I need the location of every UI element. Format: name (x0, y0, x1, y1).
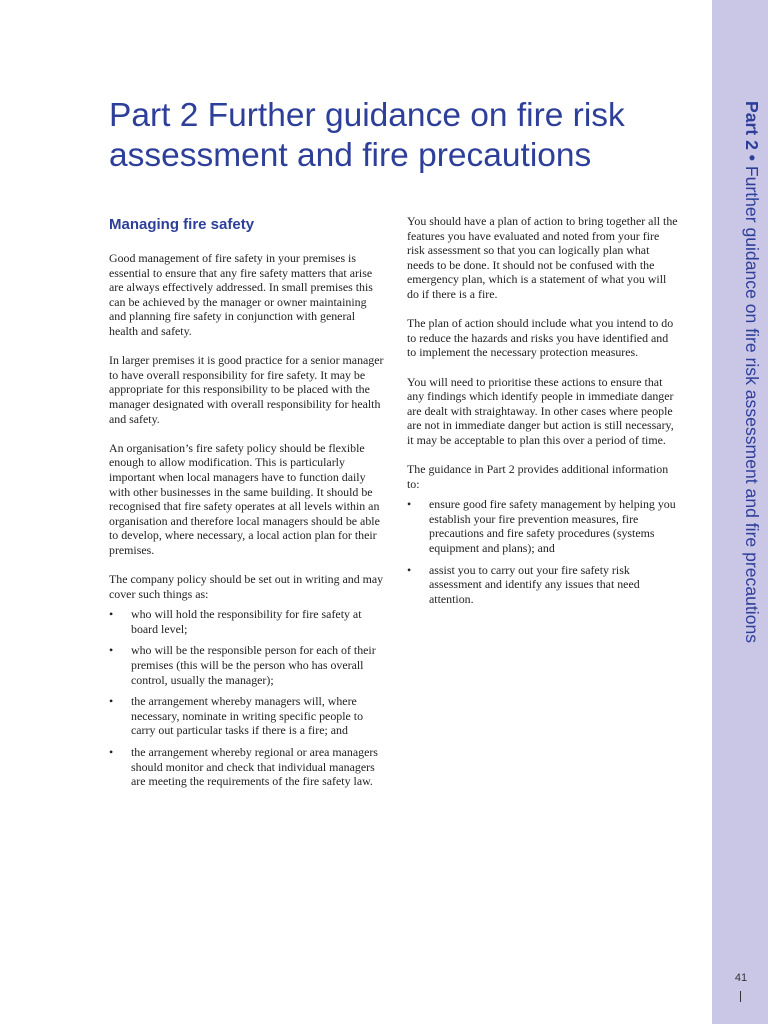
paragraph: The company policy should be set out in writing and may cover such things as: (109, 572, 384, 601)
section-heading: Managing fire safety (109, 216, 255, 233)
bullet-icon: • (109, 694, 114, 709)
list-item: • the arrangement whereby regional or area managers should monitor and check that individual managers are meeting the requirements of the fire safety law. (109, 745, 378, 789)
list-item: • who will be the responsible person for each of their premises (this will be the person who has overall control, usually the manager); (109, 643, 376, 687)
list-item: • the arrangement whereby managers will, where necessary, nominate in writing specific people to carry out particular tasks if there is a fire; and (109, 694, 364, 738)
bullet-icon: • (407, 562, 412, 577)
paragraph: The guidance in Part 2 provides additional information to: (407, 462, 669, 491)
paragraph: The plan of action should include what you intend to do to reduce the hazards and risks you have identified and to implement the necessary protection measures. (407, 316, 674, 360)
bullet-list (109, 607, 384, 789)
paragraph: An organisation’s fire safety policy should be flexible enough to allow modification. This is particularly important when local managers have to function daily with other businesses in the same building. It should be recognised that fire safety operates at all levels within an organisation and therefore local managers should be able to develop, where necessary, a local action plan for their premises. (109, 440, 380, 557)
page-number: 41 (734, 972, 748, 984)
bullet-list (407, 497, 679, 606)
paragraph: Good management of fire safety in your premises is essential to ensure that any fire safety matters that arise are always effectively addressed. In small premises this can be achieved by the manager or owner maintaining and planning fire safety in conjunction with general health and safety. (109, 251, 373, 338)
paragraph: In larger premises it is good practice for a senior manager to have overall responsibility for fire safety. It may be appropriate for this responsibility to be placed with the manager designated with overall responsibility for health and safety. (109, 353, 384, 426)
bullet-icon: • (109, 745, 114, 759)
sidebar-title-text: Further guidance on fire risk assessment and fire precautions (742, 165, 762, 644)
paragraph: You will need to prioritise these actions to ensure that any findings which identify people in immediate danger are dealt with straightaway. In other cases where people are not in immediate danger but action is still necessary, it may be acceptable to plan this over a period of time. (407, 374, 674, 447)
list-item: • who will hold the responsibility for fire safety at board level; (109, 607, 362, 636)
right-column (407, 214, 679, 613)
list-item: • assist you to carry out your fire safety risk assessment and identify any issues that need attention. (407, 562, 640, 606)
bullet-icon: • (407, 497, 412, 512)
left-column (109, 216, 384, 796)
paragraph: You should have a plan of action to bring together all the features you have evaluated and noted from your fire risk assessment so that you can logically plan what needs to be done. It should not be confused with the emergency plan, which is a statement of what you will do if there is a fire. (407, 214, 678, 301)
page-title: Part 2 Further guidance on fire risk assessment and fire precautions (109, 97, 625, 174)
list-item: • ensure good fire safety management by helping you establish your fire prevention measures, fire precautions and fire safety procedures (systems equipment and plans); and (407, 497, 676, 556)
bullet-icon: • (109, 607, 114, 622)
sidebar-title (712, 0, 768, 1024)
sidebar-part-label: Part 2 (742, 101, 762, 150)
sidebar-bullet: • (742, 149, 762, 166)
page-number-rule (740, 991, 741, 1002)
bullet-icon: • (109, 643, 114, 658)
